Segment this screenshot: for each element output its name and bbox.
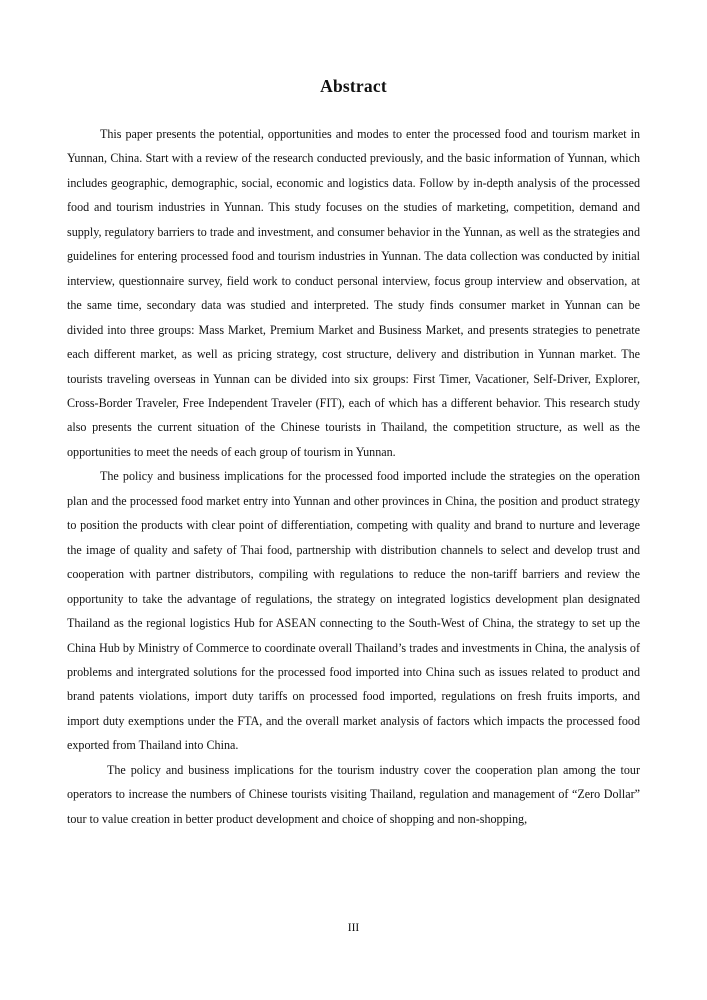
abstract-body [67, 122, 640, 831]
page-title: Abstract [320, 76, 387, 96]
page-number: III [347, 922, 360, 934]
abstract-paragraph-3: The policy and business implications for the tourism industry cover the cooperation plan among the tour operators to increase the numbers of Chinese tourists visiting Thailand, regulation and management of “Zero Dollar” tour to value creation in better product development and choice of shopping and non-shopping, [67, 762, 640, 826]
abstract-paragraph-1: This paper presents the potential, opportunities and modes to enter the processed food and tourism market in Yunnan, China. Start with a review of the research conducted previously, and the basic information of Yunnan, which includes geographic, demographic, social, economic and logistics data. Follow by in-depth analysis of the processed food and tourism industries in Yunnan. This study focuses on the studies of marketing, competition, demand and supply, regulatory barriers to trade and investment, and consumer behavior in the Yunnan, as well as the strategies and guidelines for entering processed food and tourism industries in Yunnan. The data collection was conducted by initial interview, questionnaire survey, field work to conduct personal interview, focus group interview and observation, at the same time, secondary data was studied and interpreted. The study finds consumer market in Yunnan can be divided into three groups: Mass Market, Premium Market and Business Market, and presents strategies to penetrate each different market, as well as pricing strategy, cost structure, delivery and distribution in Yunnan market. The tourists traveling overseas in Yunnan can be divided into six groups: First Timer, Vacationer, Self-Driver, Explorer, Cross-Border Traveler, Free Independent Traveler (FIT), each of which has a different behavior. This research study also presents the current situation of the Chinese tourists in Thailand, the competition structure, as well as the opportunities to meet the needs of each group of tourism in Yunnan. [67, 127, 640, 459]
abstract-paragraph-2: The policy and business implications for the processed food imported include the strategies on the operation plan and the processed food market entry into Yunnan and other provinces in China, the position and product strategy to position the products with clear point of differentiation, competing with quality and brand to nurture and leverage the image of quality and safety of Thai food, partnership with distribution channels to select and develop trust and cooperation with partner distributors, compiling with regulations to reduce the non-tariff barriers and review the opportunity to take the advantage of regulations, the strategy on integrated logistics development plan designated Thailand as the regional logistics Hub for ASEAN connecting to the South-West of China, the strategy to set up the China Hub by Ministry of Commerce to coordinate overall Thailand’s trades and investments in China, the analysis of problems and intergrated solutions for the processed food imported into China such as issues related to product and brand patents violations, import duty tariffs on processed food imported, regulations on fresh fruits imports, and import duty exemptions under the FTA, and the overall market analysis of factors which impacts the processed food exported from Thailand into China. [67, 469, 640, 753]
